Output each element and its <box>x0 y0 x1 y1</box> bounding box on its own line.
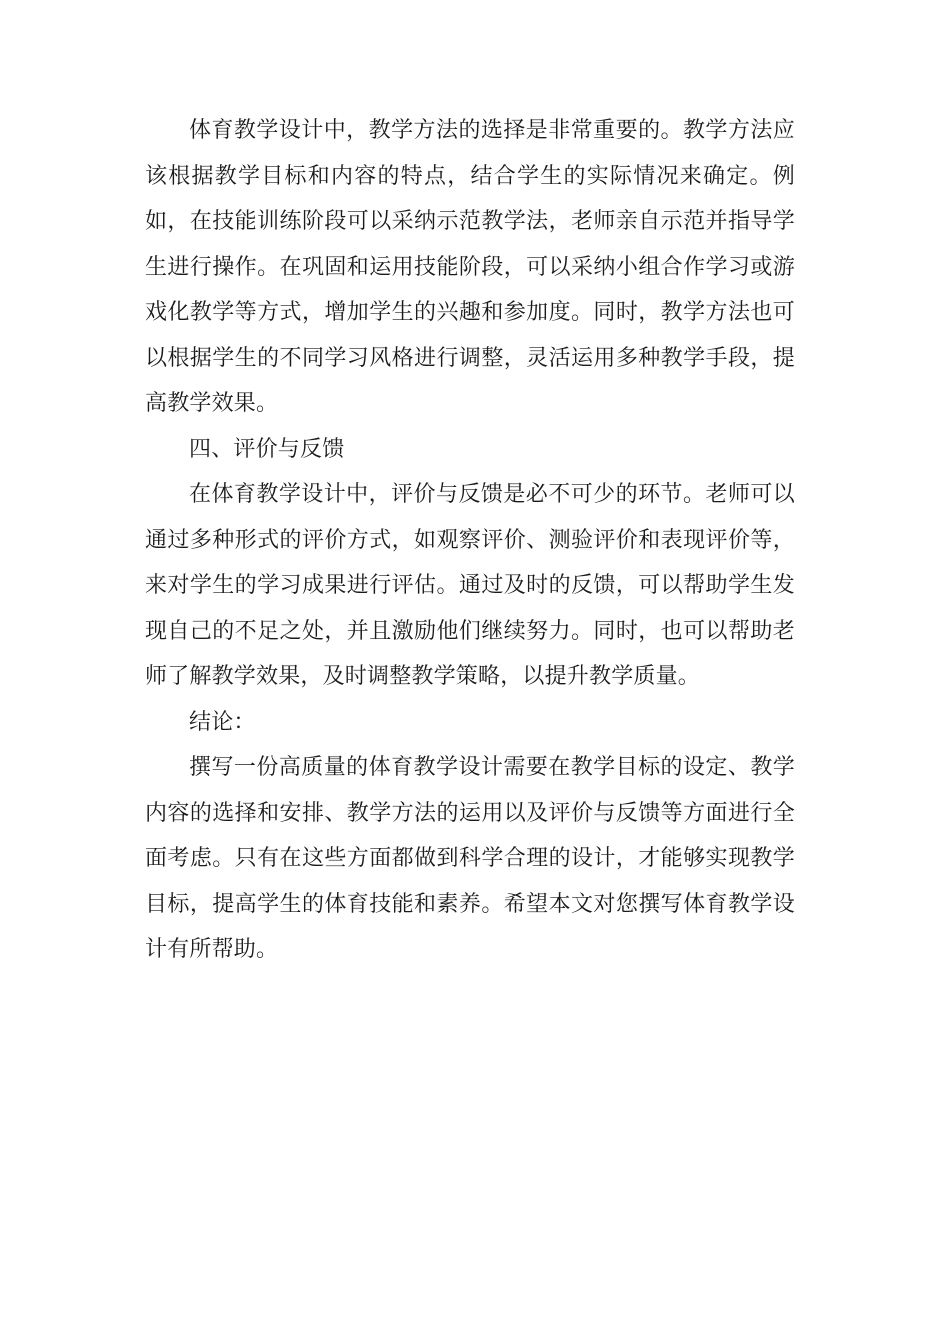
document-body <box>145 108 795 973</box>
paragraph-evaluation-feedback: 在体育教学设计中，评价与反馈是必不可少的环节。老师可以通过多种形式的评价方式，如观察评价、测验评价和表现评价等，来对学生的学习成果进行评估。通过及时的反馈，可以帮助学生发现自己的不足之处，并且激励他们继续努力。同时，也可以帮助老师了解教学效果，及时调整教学策略，以提升教学质量。 <box>145 482 795 689</box>
section-heading-conclusion: 结论： <box>189 709 256 735</box>
section-heading-evaluation: 四、评价与反馈 <box>189 436 345 462</box>
paragraph-teaching-methods: 体育教学设计中，教学方法的选择是非常重要的。教学方法应该根据教学目标和内容的特点，结合学生的实际情况来确定。例如，在技能训练阶段可以采纳示范教学法，老师亲自示范并指导学生进行操作。在巩固和运用技能阶段，可以采纳小组合作学习或游戏化教学等方式，增加学生的兴趣和参加度。同时，教学方法也可以根据学生的不同学习风格进行调整，灵活运用多种教学手段，提高教学效果。 <box>145 118 795 416</box>
paragraph-conclusion: 撰写一份高质量的体育教学设计需要在教学目标的设定、教学内容的选择和安排、教学方法的运用以及评价与反馈等方面进行全面考虑。只有在这些方面都做到科学合理的设计，才能够实现教学目标，提高学生的体育技能和素养。希望本文对您撰写体育教学设计有所帮助。 <box>145 755 795 962</box>
